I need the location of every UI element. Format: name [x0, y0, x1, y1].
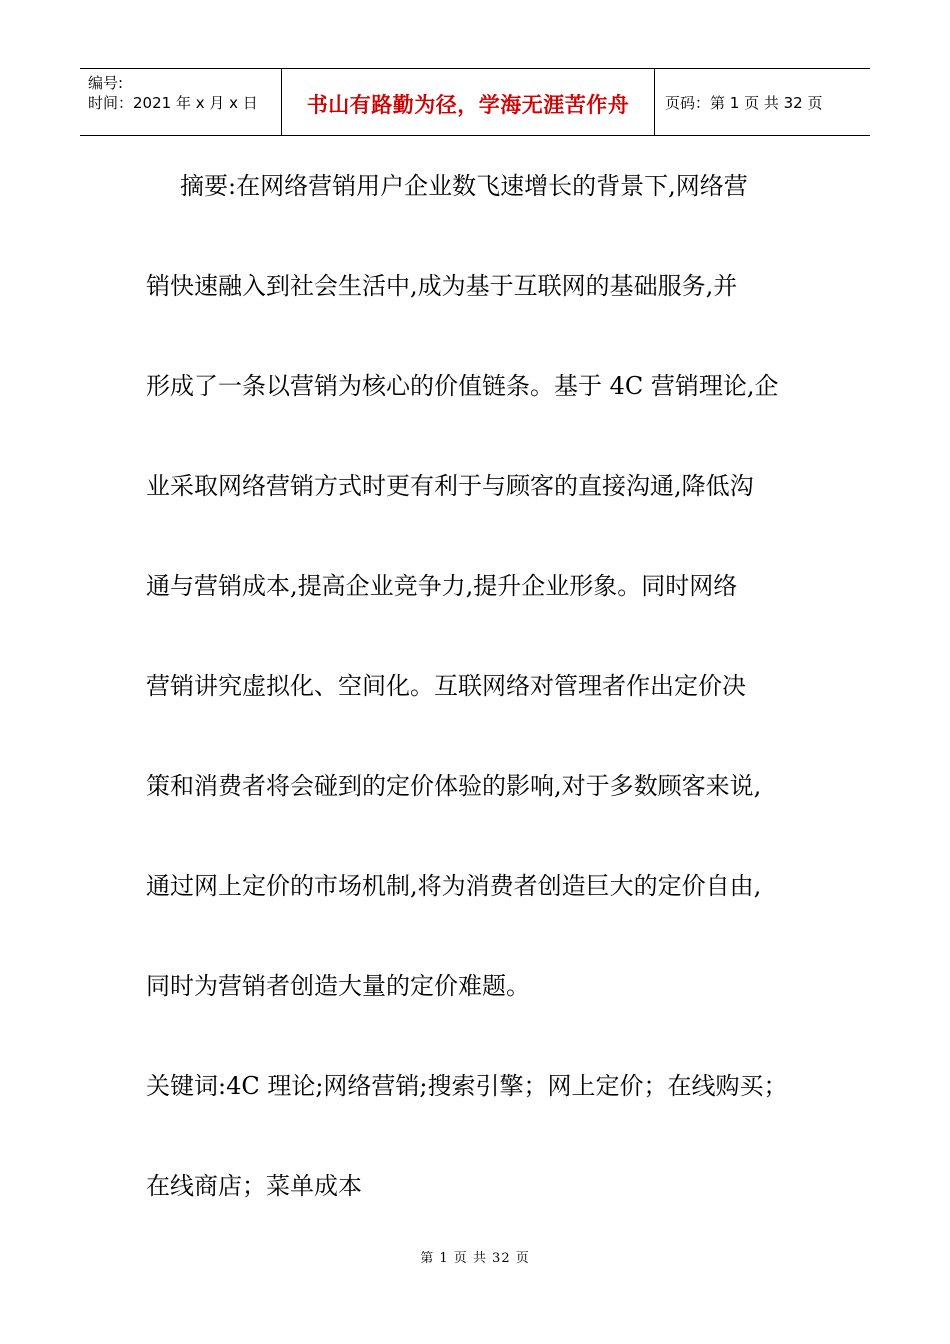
serial-number-label: 编号:: [88, 74, 124, 92]
abstract-line: 策和消费者将会碰到的定价体验的影响,对于多数顾客来说,: [146, 772, 762, 800]
abstract-line: 销快速融入到社会生活中,成为基于互联网的基础服务,并: [146, 272, 738, 300]
keywords-line: 在线商店；菜单成本: [146, 1172, 362, 1200]
abstract-line: 形成了一条以营销为核心的价值链条。基于 4C 营销理论,企: [146, 372, 779, 400]
motto-text: 书山有路勤为径，学海无涯苦作舟: [306, 93, 630, 117]
abstract-line: 同时为营销者创造大量的定价难题。: [146, 972, 530, 1000]
page-footer: 第 1 页 共 32 页: [420, 1251, 530, 1266]
header-meta-cell: [80, 69, 282, 135]
keywords-line: 关键词:4C 理论;网络营销;搜索引擎；网上定价；在线购买；: [146, 1072, 788, 1100]
abstract-line: 摘要:在网络营销用户企业数飞速增长的背景下,网络营: [180, 172, 748, 200]
document-header: [80, 68, 870, 136]
page-number-label: 页码：第 1 页 共 32 页: [665, 93, 823, 112]
abstract-line: 通过网上定价的市场机制,将为消费者创造巨大的定价自由,: [146, 872, 762, 900]
header-page-cell: [655, 69, 870, 135]
abstract-line: 通与营销成本,提高企业竞争力,提升企业形象。同时网络: [146, 572, 738, 600]
date-label: 时间：2021 年 x 月 x 日: [88, 94, 258, 112]
abstract-line: 业采取网络营销方式时更有利于与顾客的直接沟通,降低沟: [146, 472, 754, 500]
header-motto-cell: [282, 69, 655, 135]
abstract-line: 营销讲究虚拟化、空间化。互联网络对管理者作出定价决: [146, 672, 746, 700]
document-body: [146, 160, 826, 1260]
